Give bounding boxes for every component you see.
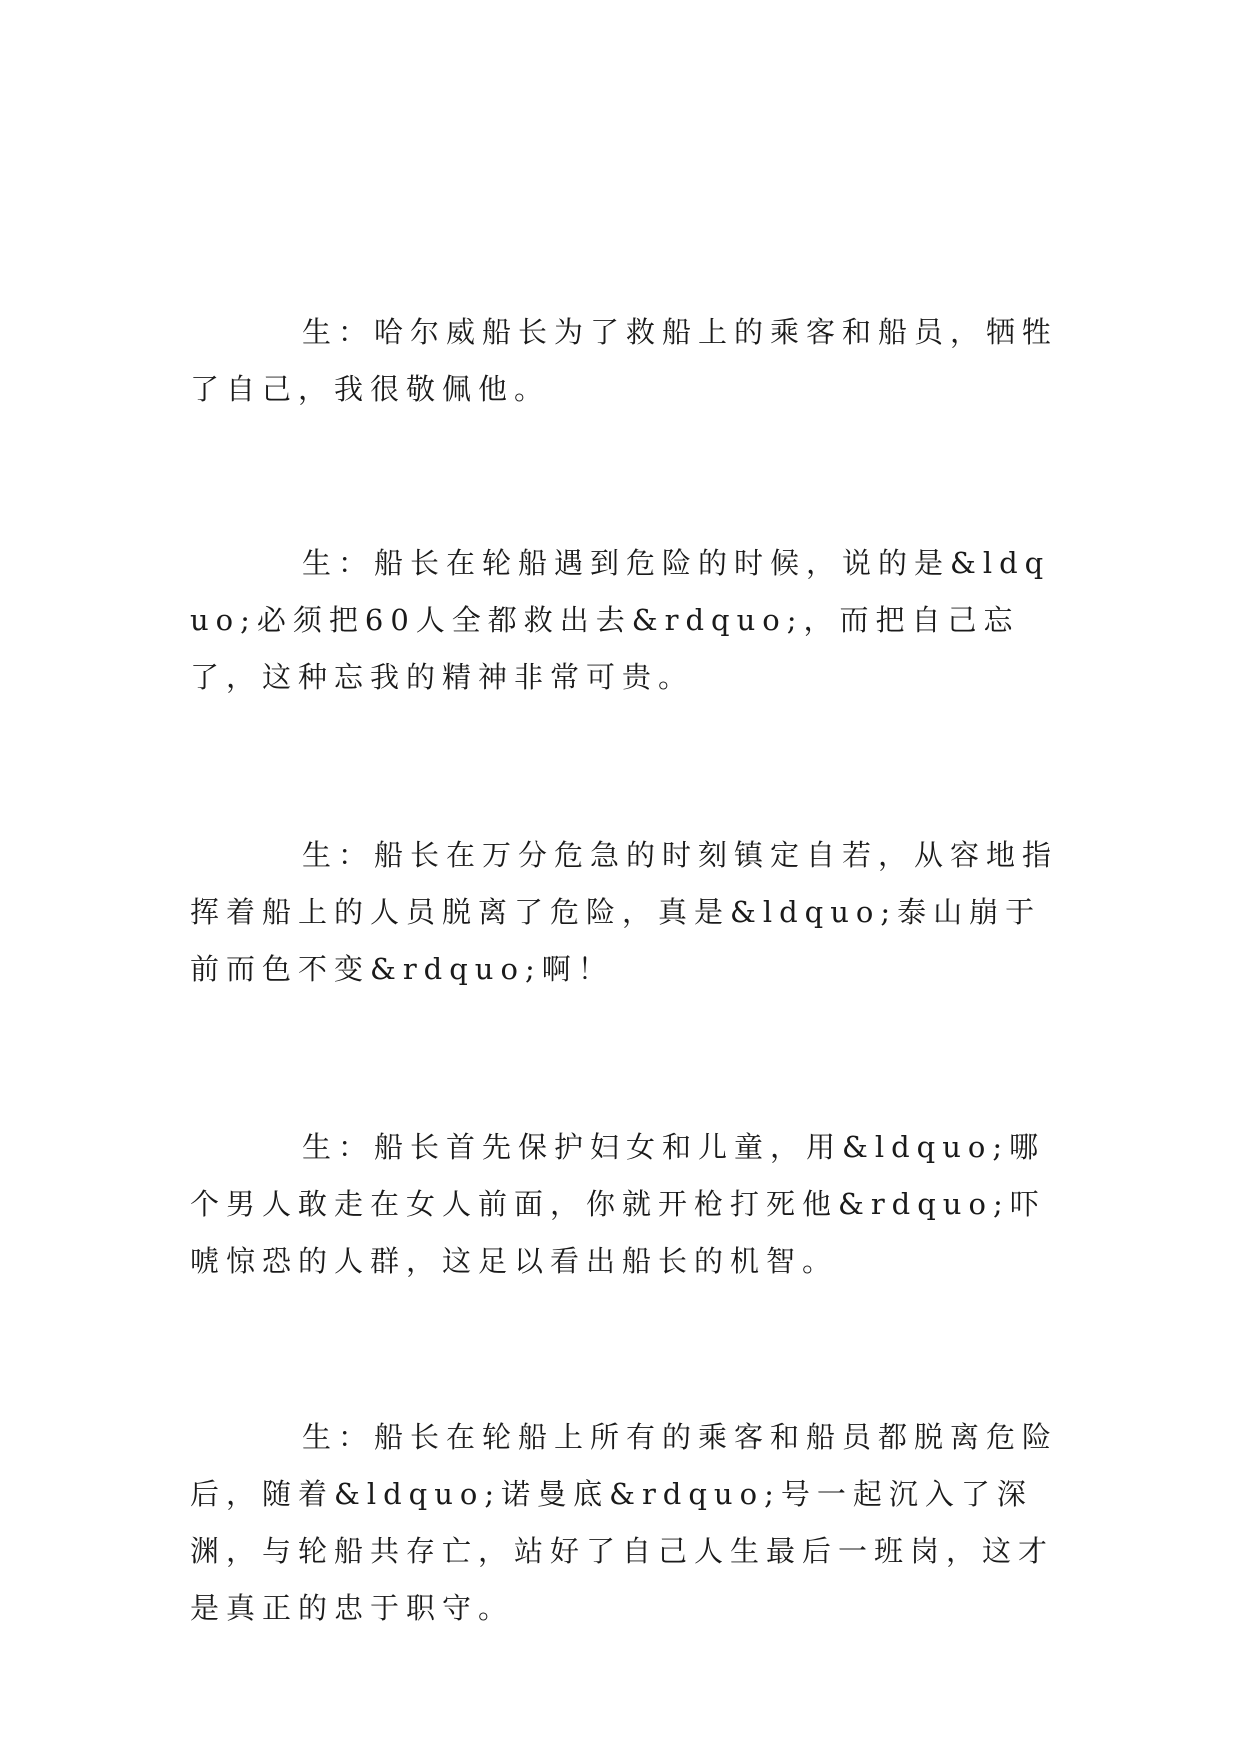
paragraph-2: 生：船长在轮船遇到危险的时候，说的是&ldquo;必须把60人全都救出去&rdquo;，而把自己忘了，这种忘我的精神非常可贵。 bbox=[190, 546, 1051, 694]
paragraph-3: 生：船长在万分危急的时刻镇定自若，从容地指挥着船上的人员脱离了危险，真是&ldquo;泰山崩于前而色不变&rdquo;啊！ bbox=[190, 838, 1059, 986]
paragraph-5: 生：船长在轮船上所有的乘客和船员都脱离危险后，随着&ldquo;诺曼底&rdquo;号一起沉入了深渊，与轮船共存亡，站好了自己人生最后一班岗，这才是真正的忠于职守。 bbox=[190, 1420, 1059, 1625]
paragraph-1: 生：哈尔威船长为了救船上的乘客和船员，牺牲了自己，我很敬佩他。 bbox=[190, 315, 1059, 406]
paragraph-4: 生：船长首先保护妇女和儿童，用&ldquo;哪个男人敢走在女人前面，你就开枪打死他&rdquo;吓唬惊恐的人群，这足以看出船长的机智。 bbox=[190, 1130, 1046, 1278]
